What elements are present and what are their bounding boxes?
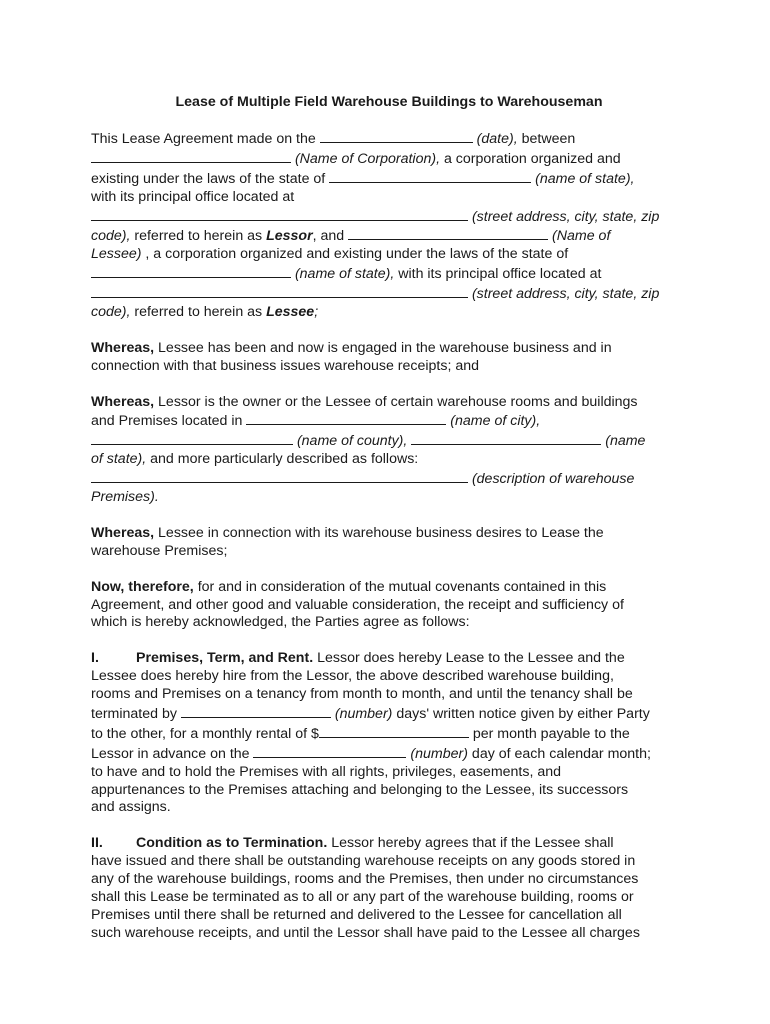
whereas-paragraph-1: Whereas, Lessee has been and now is engaged in the warehouse business and in connection with that business issues warehouse receipts; and bbox=[91, 339, 612, 374]
lessor-address-blank[interactable] bbox=[91, 207, 468, 221]
section-heading: Condition as to Termination. bbox=[136, 835, 328, 852]
lessee-name-blank[interactable] bbox=[348, 226, 548, 240]
lessor-state-blank[interactable] bbox=[329, 169, 531, 183]
section-number: II. bbox=[91, 835, 103, 852]
payment-day-blank[interactable] bbox=[253, 744, 406, 758]
document-title: Lease of Multiple Field Warehouse Buildings to Warehouseman bbox=[175, 94, 603, 110]
now-therefore-paragraph: Now, therefore, for and in consideration of the mutual covenants contained in this Agreement, and other good and valuable consideration, the receipt and sufficiency of which is hereby acknowledged, the Parties agree as follows: bbox=[91, 578, 624, 631]
whereas-paragraph-3: Whereas, Lessee in connection with its warehouse business desires to Lease the warehouse Premises; bbox=[91, 524, 604, 559]
lessee-state-blank[interactable] bbox=[91, 264, 291, 278]
lessor-term: Lessor bbox=[266, 228, 313, 245]
corporation-name-blank[interactable] bbox=[91, 149, 291, 163]
section-heading: Premises, Term, and Rent. bbox=[136, 650, 314, 667]
date-blank[interactable] bbox=[320, 129, 473, 143]
lessee-address-blank[interactable] bbox=[91, 284, 468, 298]
premises-description-blank[interactable] bbox=[91, 469, 468, 483]
lessee-term: Lessee bbox=[266, 304, 315, 321]
whereas-paragraph-2: Whereas, Lessor is the owner or the Lessee of certain warehouse rooms and buildings and Premises located in (name of city), (name of county), (name of state), and more particularly described as follows: (description of warehouse Premises). bbox=[91, 393, 646, 506]
section-premises-term-rent: I. Premises, Term, and Rent. Lessor does hereby Lease to the Lessee and the Lessee does hereby hire from the Lessor, the above described warehouse building, rooms and Premises on a tenancy from month to month, and until the tenancy shall be terminated by (number) days' written notice given by either Party to the other, for a monthly rental of $ per month payable to the Lessor in advance on the (number) day of each calendar month; to have and to hold the Premises with all rights, privileges, easements, and appurtenances to the Premises attaching and belonging to the Lessee, its successors and assigns. bbox=[91, 650, 651, 816]
monthly-rent-blank[interactable] bbox=[319, 724, 469, 738]
document-body bbox=[91, 94, 687, 961]
city-blank[interactable] bbox=[246, 411, 446, 425]
parties-paragraph: This Lease Agreement made on the (date), between (Name of Corporation), a corporation organized and existing under the laws of the state of (name of state), with its principal office located at (street address, city, state, zip code), referred to herein as Lessor, and (Name of Lessee) , a corporation organized and existing under the laws of the state of (name of state), with its principal office located at (street address, city, state, zip code), referred to herein as Lessee; bbox=[91, 130, 660, 321]
notice-days-blank[interactable] bbox=[181, 704, 331, 718]
county-blank[interactable] bbox=[91, 431, 293, 445]
premises-state-blank[interactable] bbox=[411, 431, 601, 445]
section-number: I. bbox=[91, 650, 99, 667]
section-condition-termination: II. Condition as to Termination. Lessor hereby agrees that if the Lessee shall have issued and there shall be outstanding warehouse receipts on any goods stored in any of the warehouse buildings, rooms and the Premises, then under no circumstances shall this Lease be terminated as to all or any part of the warehouse building, rooms or Premises until there shall be returned and delivered to the Lessee for cancellation all such warehouse receipts, and until the Lessor shall have paid to the Lessee all charges bbox=[91, 835, 640, 941]
